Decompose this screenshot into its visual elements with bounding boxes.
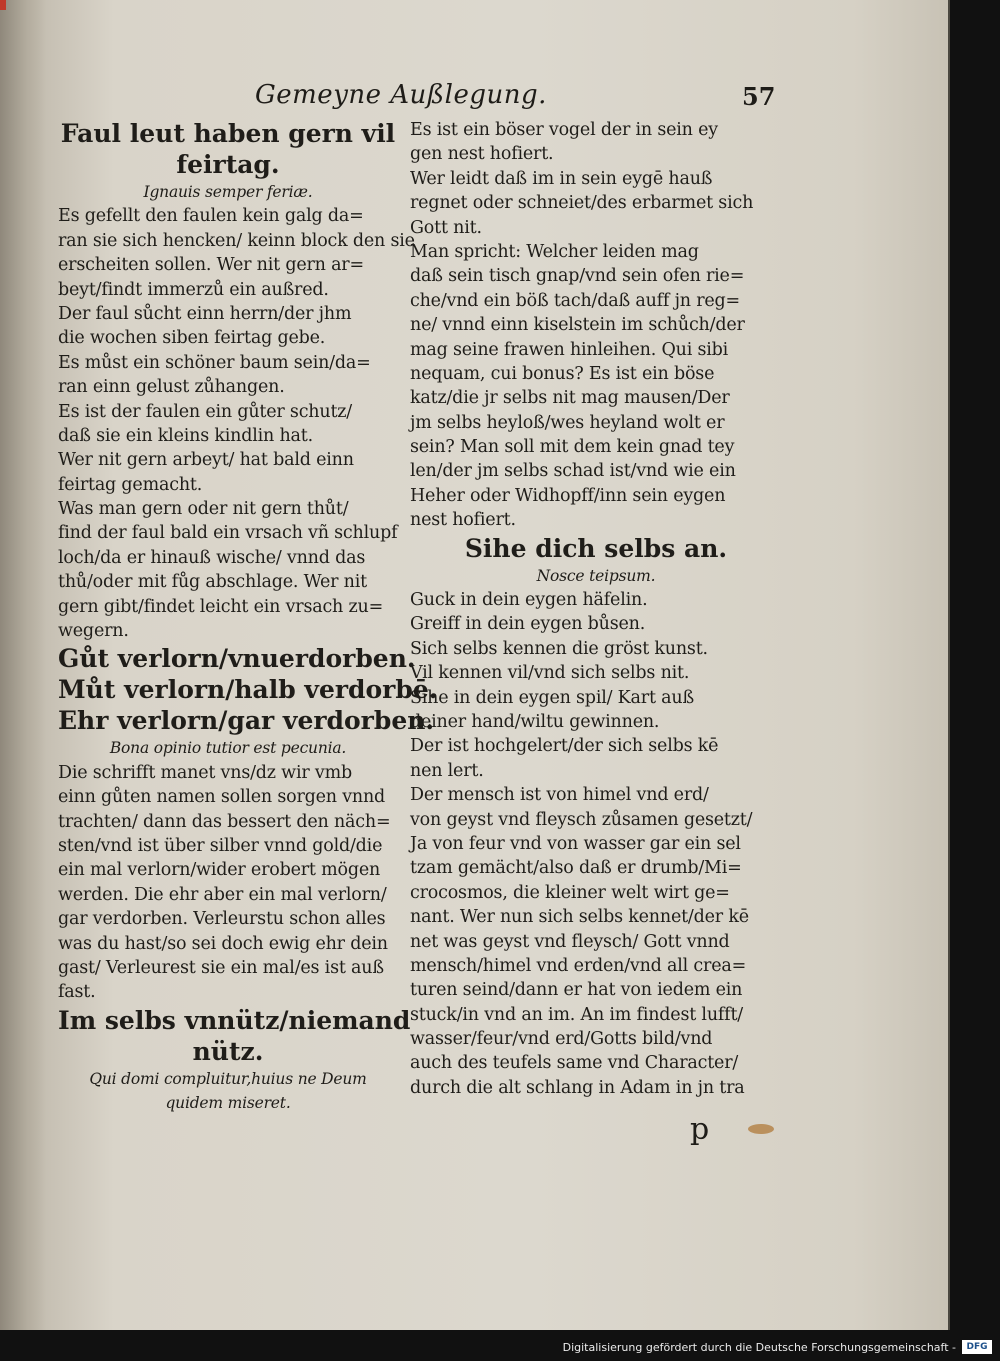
text-line: ein mal verlorn/wider erobert mögen — [58, 860, 381, 881]
folio-number: 57 — [742, 82, 776, 111]
dfg-logo: DFG — [962, 1340, 992, 1354]
text-line: werden. Die ehr aber ein mal verlorn/ — [58, 884, 387, 905]
text-line: ne/ vnnd einn kiselstein im schůch/der — [410, 315, 745, 336]
text-line: ran einn gelust zůhangen. — [58, 377, 285, 398]
signature-mark: p — [690, 1112, 710, 1147]
text-line: Man spricht: Welcher leiden mag — [410, 241, 699, 262]
text-line: gast/ Verleurest sie ein mal/es ist auß — [58, 957, 384, 978]
text-line: loch/da er hinauß wische/ vnnd das — [58, 547, 366, 568]
text-line: beyt/findt immerzů ein außred. — [58, 279, 329, 300]
text-line: Die schrifft manet vns/dz wir vmb — [58, 762, 352, 783]
text-line: mag seine frawen hinleihen. Qui sibi — [410, 339, 729, 360]
text-line: jm selbs heyloß/wes heyland wolt er — [410, 412, 725, 433]
section-heading-line: Faul leut haben gern vil — [60, 119, 396, 148]
text-line: find der faul bald ein vrsach vñ schlupf — [58, 523, 398, 544]
text-line: Es ist der faulen ein gůter schutz/ — [58, 401, 352, 422]
text-line: gar verdorben. Verleurstu schon alles — [58, 909, 386, 930]
text-line: Vil kennen vil/vnd sich selbs nit. — [410, 663, 690, 684]
text-line: Guck in dein eygen häfelin. — [410, 590, 648, 611]
text-line: Es gefellt den faulen kein galg da= — [58, 206, 364, 227]
text-line: wasser/feur/vnd erd/Gotts bild/vnd — [410, 1029, 713, 1050]
text-line: trachten/ dann das bessert den näch= — [58, 811, 391, 832]
text-line: daß sie ein kleins kindlin hat. — [58, 425, 313, 446]
text-line: che/vnd ein böß tach/daß auff jn reg= — [410, 290, 741, 311]
right-text-column — [410, 118, 782, 1100]
text-line: nequam, cui bonus? Es ist ein böse — [410, 363, 715, 384]
section-heading-line: Gůt verlorn/vnuerdorben. — [58, 644, 416, 674]
text-line: regnet oder schneiet/des erbarmet sich — [410, 193, 754, 214]
text-line: fast. — [58, 982, 96, 1003]
text-line: crocosmos, die kleiner welt wirt ge= — [410, 882, 730, 903]
latin-motto-line: quidem miseret. — [165, 1094, 291, 1113]
text-line: nen lert. — [410, 760, 484, 781]
text-line: sten/vnd ist über silber vnnd gold/die — [58, 835, 383, 856]
text-line: gen nest hofiert. — [410, 144, 554, 165]
text-line: mensch/himel vnd erden/vnd all crea= — [410, 955, 747, 976]
section-heading-line: Ehr verlorn/gar verdorben. — [58, 706, 435, 736]
text-line: Greiff in dein eygen bůsen. — [410, 614, 646, 635]
text-line: feirtag gemacht. — [58, 474, 203, 495]
text-line: was du hast/so sei doch ewig ehr dein — [58, 933, 388, 954]
text-line: wegern. — [58, 621, 129, 642]
text-line: turen seind/dann er hat von iedem ein — [410, 980, 743, 1001]
text-line: von geyst vnd fleysch zůsamen gesetzt/ — [410, 809, 753, 830]
text-line: thů/oder mit fůg abschlage. Wer nit — [58, 572, 367, 593]
text-line: Heher oder Widhopff/inn sein eygen — [410, 485, 726, 506]
text-line: erscheiten sollen. Wer nit gern ar= — [58, 255, 364, 276]
section-heading-line: nütz. — [192, 1036, 264, 1066]
text-line: Gott nit. — [410, 217, 482, 238]
text-line: Es můst ein schöner baum sein/da= — [58, 352, 371, 373]
text-line: katz/die jr selbs nit mag mausen/Der — [410, 388, 730, 409]
text-line: daß sein tisch gnap/vnd sein ofen rie= — [410, 266, 745, 287]
latin-motto-line: Qui domi compluitur,huius ne Deum — [89, 1069, 367, 1088]
text-line: sein? Man soll mit dem kein gnad tey — [410, 437, 735, 458]
latin-motto-line: Nosce teipsum. — [536, 566, 656, 585]
text-line: auch des teufels same vnd Character/ — [410, 1053, 739, 1074]
text-line: Sich selbs kennen die gröst kunst. — [410, 638, 708, 659]
text-line: Es ist ein böser vogel der in sein ey — [410, 120, 718, 140]
text-line: die wochen siben feirtag gebe. — [58, 328, 326, 349]
section-heading-line: Im selbs vnnütz/niemand — [58, 1005, 411, 1035]
text-line: deiner hand/wiltu gewinnen. — [410, 711, 660, 732]
text-line: nant. Wer nun sich selbs kennet/der kē — [410, 907, 749, 928]
latin-motto-line: Ignauis semper feriæ. — [143, 183, 313, 201]
text-line: len/der jm selbs schad ist/vnd wie ein — [410, 461, 736, 482]
text-line: ran sie sich hencken/ keinn block den sie — [58, 230, 415, 251]
footer-credit: Digitalisierung gefördert durch die Deutsche Forschungsgemeinschaft - — [562, 1341, 956, 1354]
text-line: tzam gemächt/also daß er drumb/Mi= — [410, 858, 742, 879]
page-gutter-shadow — [0, 0, 46, 1330]
text-line: Was man gern oder nit gern thůt/ — [58, 499, 349, 520]
section-heading-line: Sihe dich selbs an. — [464, 533, 728, 563]
text-line: gern gibt/findet leicht ein vrsach zu= — [58, 596, 384, 617]
running-title: Gemeyne Außlegung. — [255, 80, 547, 110]
text-line: stuck/in vnd an im. An im findest lufft/ — [410, 1004, 743, 1025]
text-line: einn gůten namen sollen sorgen vnnd — [58, 787, 386, 808]
latin-motto-line: Bona opinio tutior est pecunia. — [109, 739, 347, 758]
section-heading-line: feirtag. — [176, 150, 280, 179]
left-text-column — [58, 118, 438, 1116]
text-line: Der faul sůcht einn herrn/der jhm — [58, 303, 352, 324]
ornament-mark — [748, 1124, 774, 1134]
text-line: nest hofiert. — [410, 510, 516, 531]
text-line: Wer leidt daß im in sein eygē hauß — [410, 168, 713, 189]
section-heading-line: Můt verlorn/halb verdorbē. — [58, 675, 438, 705]
text-line: Der mensch ist von himel vnd erd/ — [410, 785, 709, 806]
text-line: Ja von feur vnd von wasser gar ein sel — [410, 833, 741, 854]
text-line: net was geyst vnd fleysch/ Gott vnnd — [410, 931, 730, 952]
text-line: durch die alt schlang in Adam in jn tra — [410, 1077, 745, 1098]
text-line: Wer nit gern arbeyt/ hat bald einn — [58, 450, 354, 471]
text-line: Sihe in dein eygen spil/ Kart auß — [410, 687, 694, 708]
scan-corner-marker — [0, 0, 6, 10]
text-line: Der ist hochgelert/der sich selbs kē — [410, 736, 719, 757]
